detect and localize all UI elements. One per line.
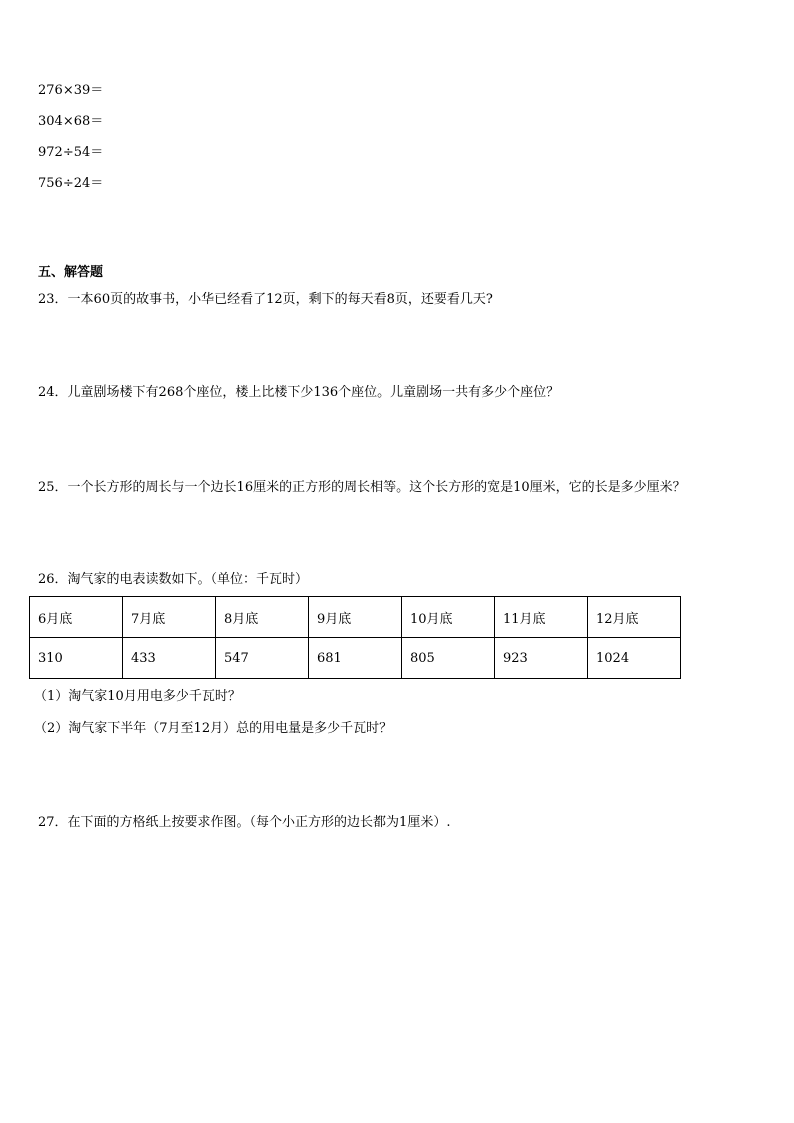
question-25: 25．一个长方形的周长与一个边长16厘米的正方形的周长相等。这个长方形的宽是10厘米，它的长是多少厘米？	[38, 480, 686, 495]
table-header-cell: 12月底	[588, 597, 681, 638]
table-header-cell: 10月底	[402, 597, 495, 638]
table-header-cell: 8月底	[216, 597, 309, 638]
table-header-cell: 7月底	[123, 597, 216, 638]
question-27: 27．在下面的方格纸上按要求作图。（每个小正方形的边长都为1厘米）.	[38, 815, 451, 830]
table-value-cell: 547	[216, 638, 309, 679]
question-26-intro: 26．淘气家的电表读数如下。（单位：千瓦时）	[38, 572, 309, 587]
calc-item-3: 972÷54＝	[38, 145, 104, 160]
table-header-cell: 9月底	[309, 597, 402, 638]
section-title: 五、解答题	[38, 265, 104, 280]
table-value-cell: 805	[402, 638, 495, 679]
table-value-cell: 681	[309, 638, 402, 679]
table-value-cell: 1024	[588, 638, 681, 679]
question-26-sub-2: （2）淘气家下半年（7月至12月）总的用电量是多少千瓦时？	[34, 721, 393, 736]
table-value-row	[30, 638, 681, 679]
calc-item-1: 276×39＝	[38, 83, 104, 98]
table-header-cell: 11月底	[495, 597, 588, 638]
question-23: 23．一本60页的故事书，小华已经看了12页，剩下的每天看8页，还要看几天?	[38, 292, 493, 307]
table-value-cell: 923	[495, 638, 588, 679]
meter-reading-table	[29, 596, 681, 679]
table-header-row	[30, 597, 681, 638]
question-26-sub-1: （1）淘气家10月用电多少千瓦时？	[34, 689, 241, 704]
table-value-cell: 310	[30, 638, 123, 679]
table-value-cell: 433	[123, 638, 216, 679]
table-header-cell: 6月底	[30, 597, 123, 638]
calc-item-2: 304×68＝	[38, 114, 104, 129]
calc-item-4: 756÷24＝	[38, 176, 104, 191]
question-24: 24．儿童剧场楼下有268个座位，楼上比楼下少136个座位。儿童剧场一共有多少个座位？	[38, 385, 560, 400]
